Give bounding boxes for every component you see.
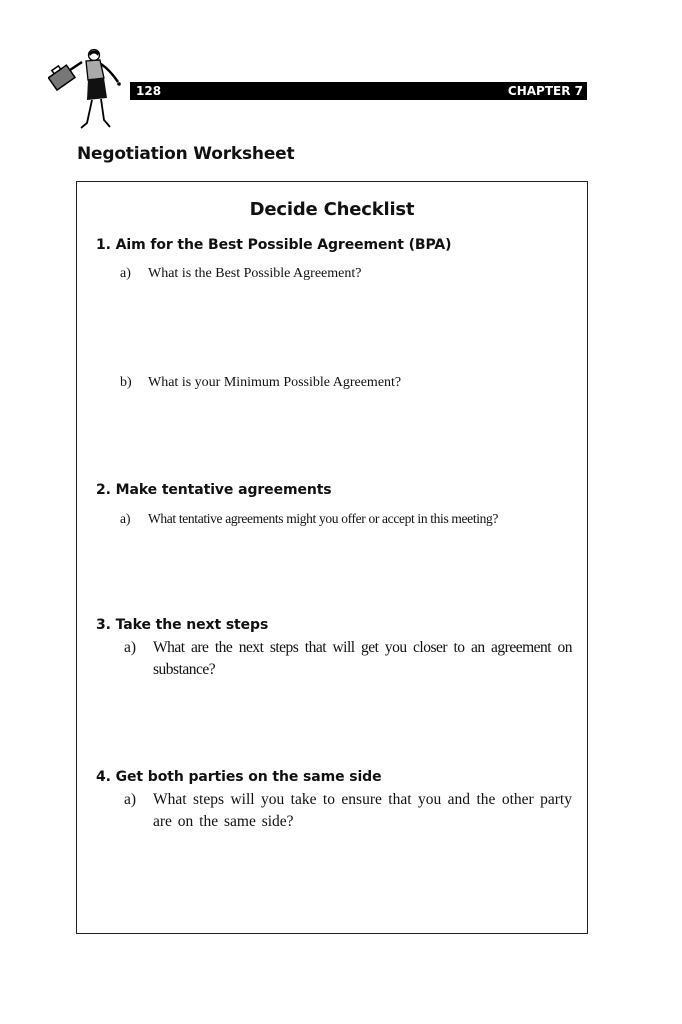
running-header [130, 82, 587, 100]
question-label: b) [120, 375, 132, 390]
question-label: a) [120, 266, 131, 281]
checklist-title: Decide Checklist [249, 199, 415, 220]
page-title: Negotiation Worksheet [77, 144, 295, 164]
chapter-label: CHAPTER 7 [507, 84, 583, 98]
question-label: a) [124, 639, 137, 656]
businesswoman-with-briefcase-icon [48, 48, 128, 134]
page-number: 128 [136, 84, 162, 98]
worksheet-box [76, 181, 588, 934]
question-text: What is the Best Possible Agreement? [148, 266, 362, 281]
section-heading: 2. Make tentative agreements [96, 482, 332, 498]
question-text: What steps will you take to ensure that you and the other party are on the same side? [153, 791, 572, 830]
question-text: What is your Minimum Possible Agreement? [148, 375, 402, 390]
section-heading: 1. Aim for the Best Possible Agreement (BPA) [96, 237, 452, 253]
section-heading: 4. Get both parties on the same side [96, 769, 382, 785]
section-heading: 3. Take the next steps [96, 617, 269, 633]
question-text: What tentative agreements might you offer or accept in this meeting? [148, 511, 499, 526]
question-label: a) [124, 791, 137, 808]
question-label: a) [120, 511, 131, 526]
question-text: What are the next steps that will get you closer to an agreement on substance? [153, 639, 572, 678]
